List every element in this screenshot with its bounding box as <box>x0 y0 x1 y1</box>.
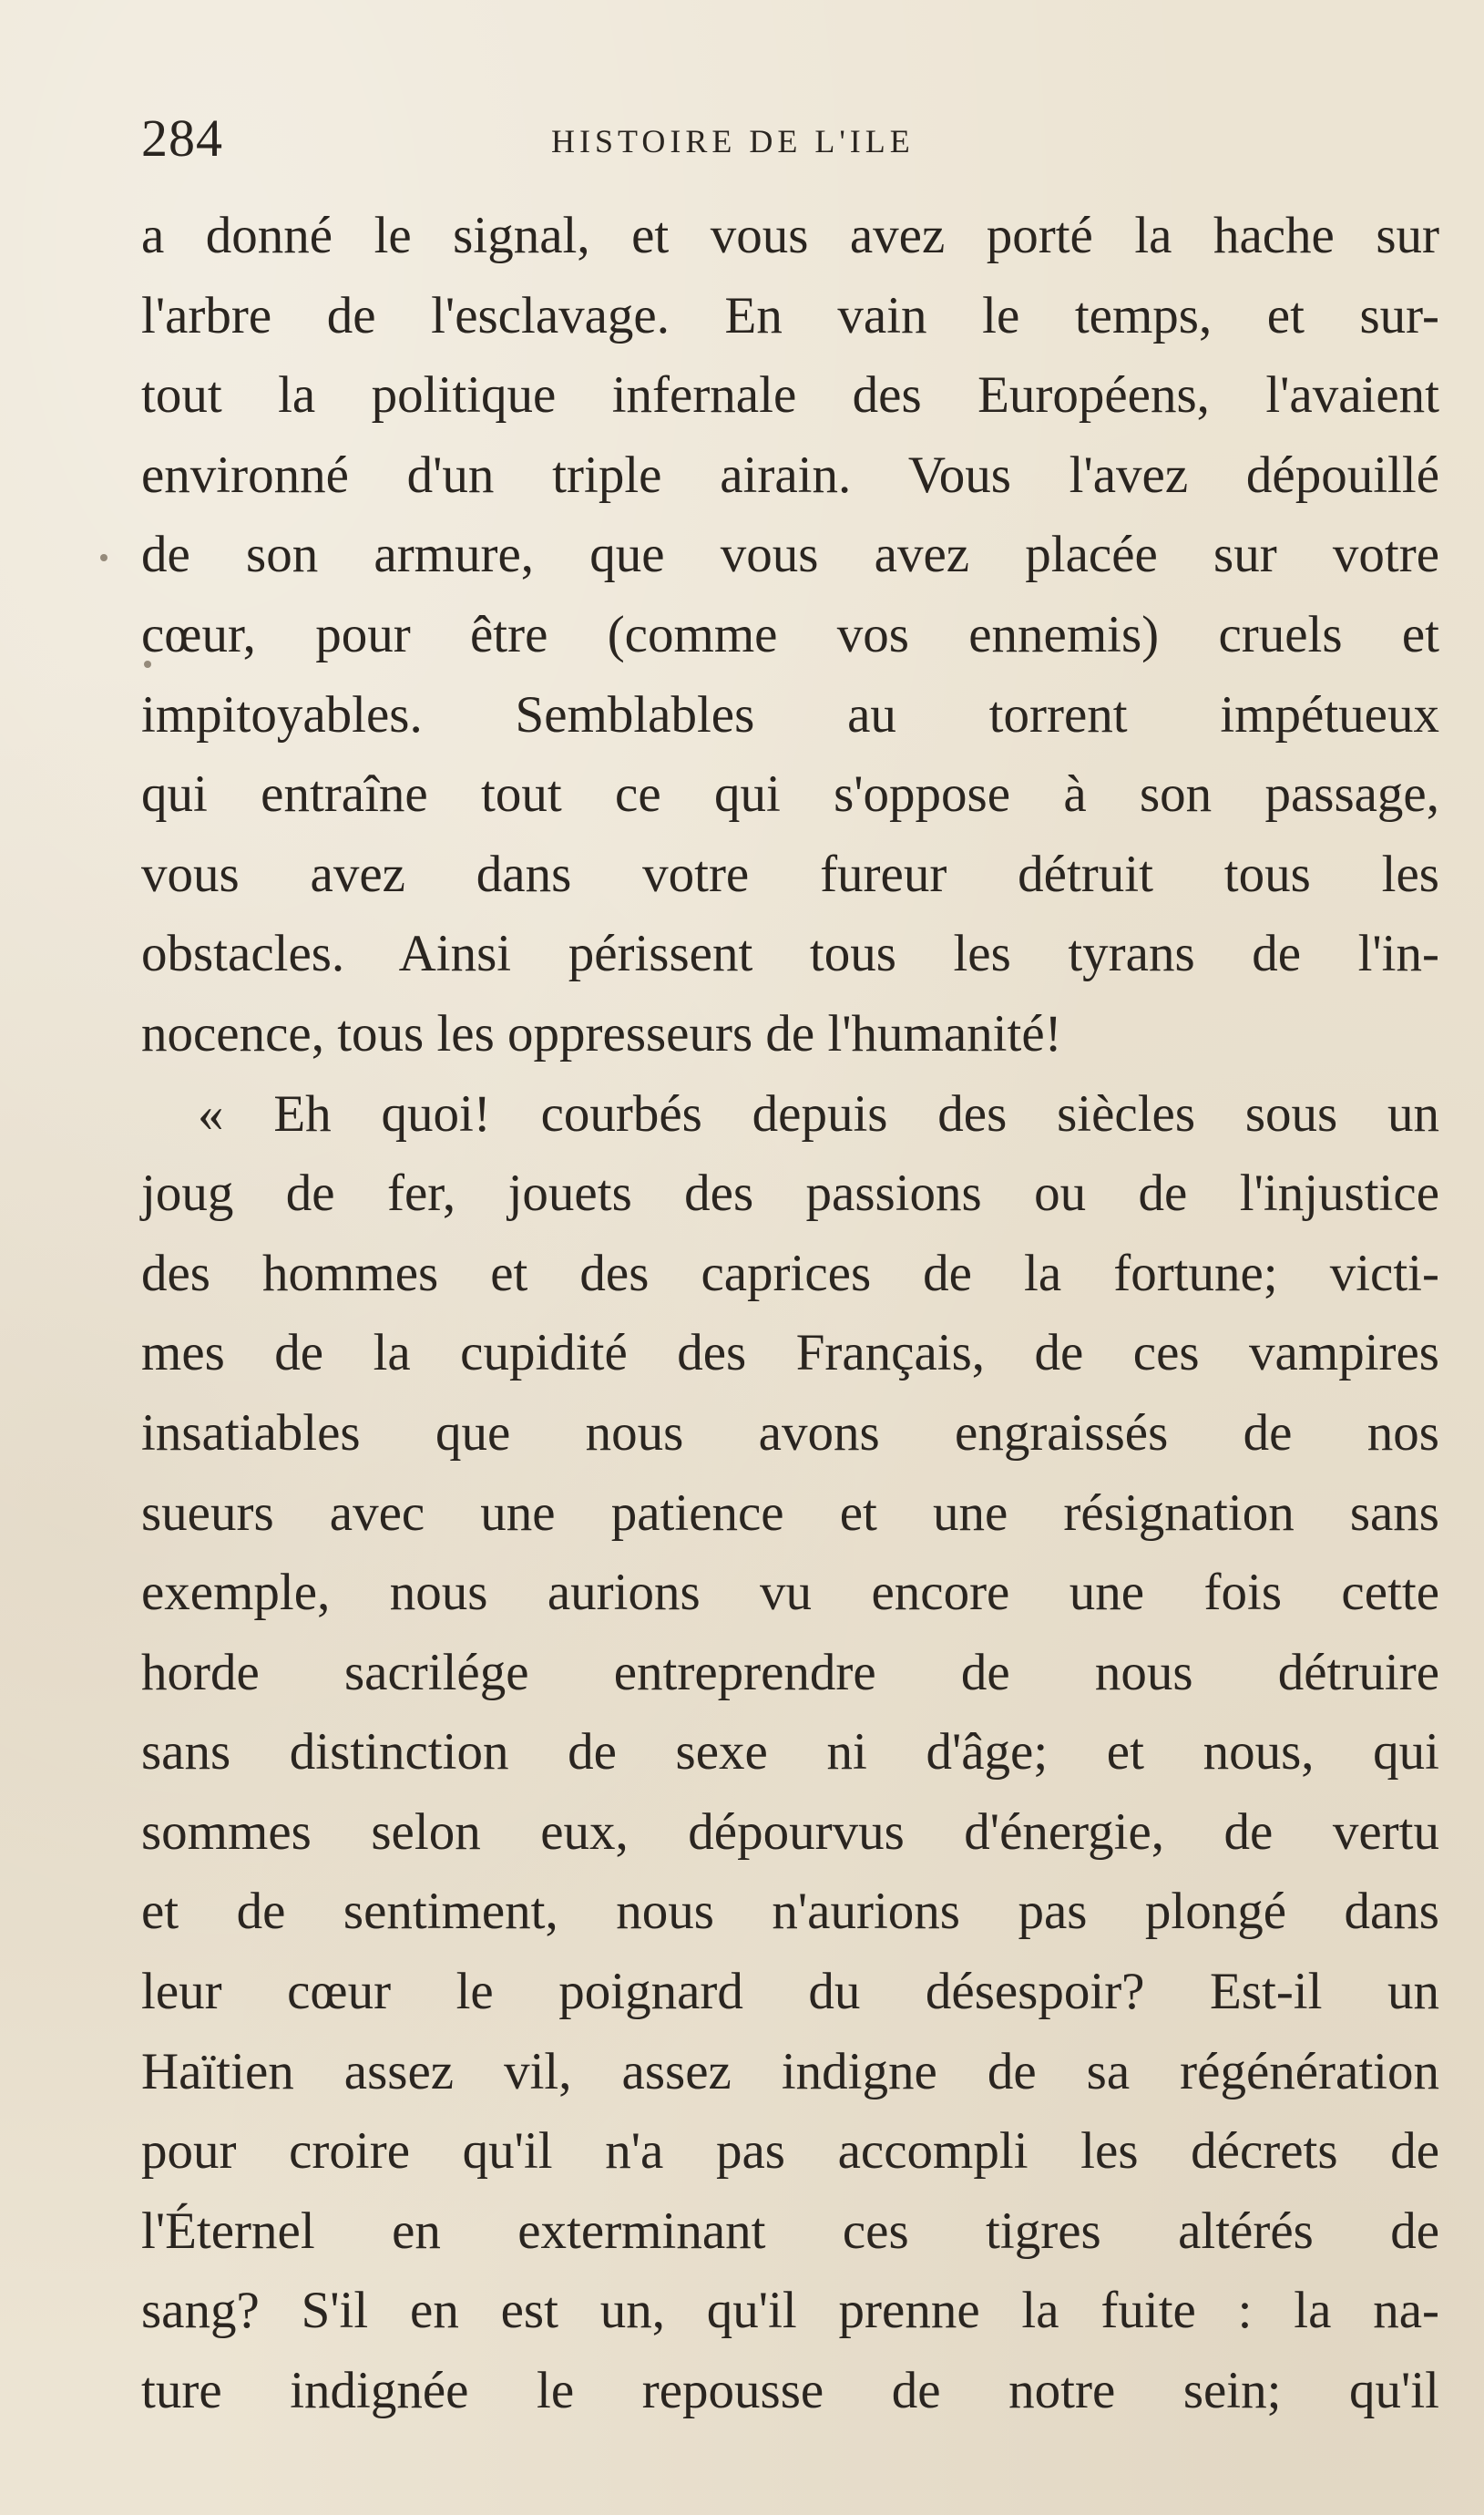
text-line: mes de la cupidité des Français, de ces vampires <box>141 1324 1439 1382</box>
text-line: environné d'un triple airain. Vous l'avez dépouillé <box>141 446 1439 504</box>
text-line: sans distinction de sexe ni d'âge; et nous, qui <box>141 1723 1439 1781</box>
text-line: sueurs avec une patience et une résignation sans <box>141 1483 1439 1542</box>
text-line: tout la politique infernale des Européens, l'avaient <box>141 366 1439 425</box>
text-line: sang? S'il en est un, qu'il prenne la fuite : la na- <box>141 2282 1439 2340</box>
page-number: 284 <box>141 108 223 168</box>
text-line: impitoyables. Semblables au torrent impétueux <box>141 685 1439 744</box>
text-line: vous avez dans votre fureur détruit tous les <box>141 845 1439 903</box>
text-line: a donné le signal, et vous avez porté la hache sur <box>141 207 1439 264</box>
text-line: horde sacrilége entreprendre de nous détruire <box>141 1643 1439 1701</box>
text-line: « Eh quoi! courbés depuis des siècles sous un <box>198 1084 1439 1143</box>
text-line: des hommes et des caprices de la fortune; victi- <box>141 1244 1439 1302</box>
text-line: sommes selon eux, dépourvus d'énergie, de vertu <box>141 1802 1439 1861</box>
text-line: nocence, tous les oppresseurs de l'humanité! <box>141 1004 1062 1062</box>
text-line: cœur, pour être (comme vos ennemis) cruels et <box>141 605 1439 663</box>
text-line: l'Éternel en exterminant ces tigres altérés de <box>141 2202 1439 2260</box>
text-line: de son armure, que vous avez placée sur votre <box>141 526 1439 584</box>
body-text <box>141 196 1439 2431</box>
ink-speck <box>100 554 107 561</box>
text-line: insatiables que nous avons engraissés de nos <box>141 1403 1439 1462</box>
text-line: qui entraîne tout ce qui s'oppose à son passage, <box>141 765 1439 824</box>
text-line: obstacles. Ainsi périssent tous les tyrans de l'in- <box>141 925 1439 983</box>
text-line: pour croire qu'il n'a pas accompli les décrets de <box>141 2122 1439 2181</box>
page-header <box>141 108 1435 171</box>
text-line: ture indignée le repousse de notre sein; qu'il <box>141 2362 1439 2420</box>
text-line: Haïtien assez vil, assez indigne de sa régénération <box>141 2042 1439 2100</box>
text-line: joug de fer, jouets des passions ou de l'injustice <box>141 1165 1439 1223</box>
text-line: exemple, nous aurions vu encore une fois cette <box>141 1564 1439 1622</box>
text-line: leur cœur le poignard du désespoir? Est-il un <box>141 1963 1439 2021</box>
running-head: HISTOIRE DE L'ILE <box>551 123 915 159</box>
text-line: et de sentiment, nous n'aurions pas plongé dans <box>141 1883 1439 1941</box>
text-line: l'arbre de l'esclavage. En vain le temps, et sur- <box>141 286 1439 344</box>
